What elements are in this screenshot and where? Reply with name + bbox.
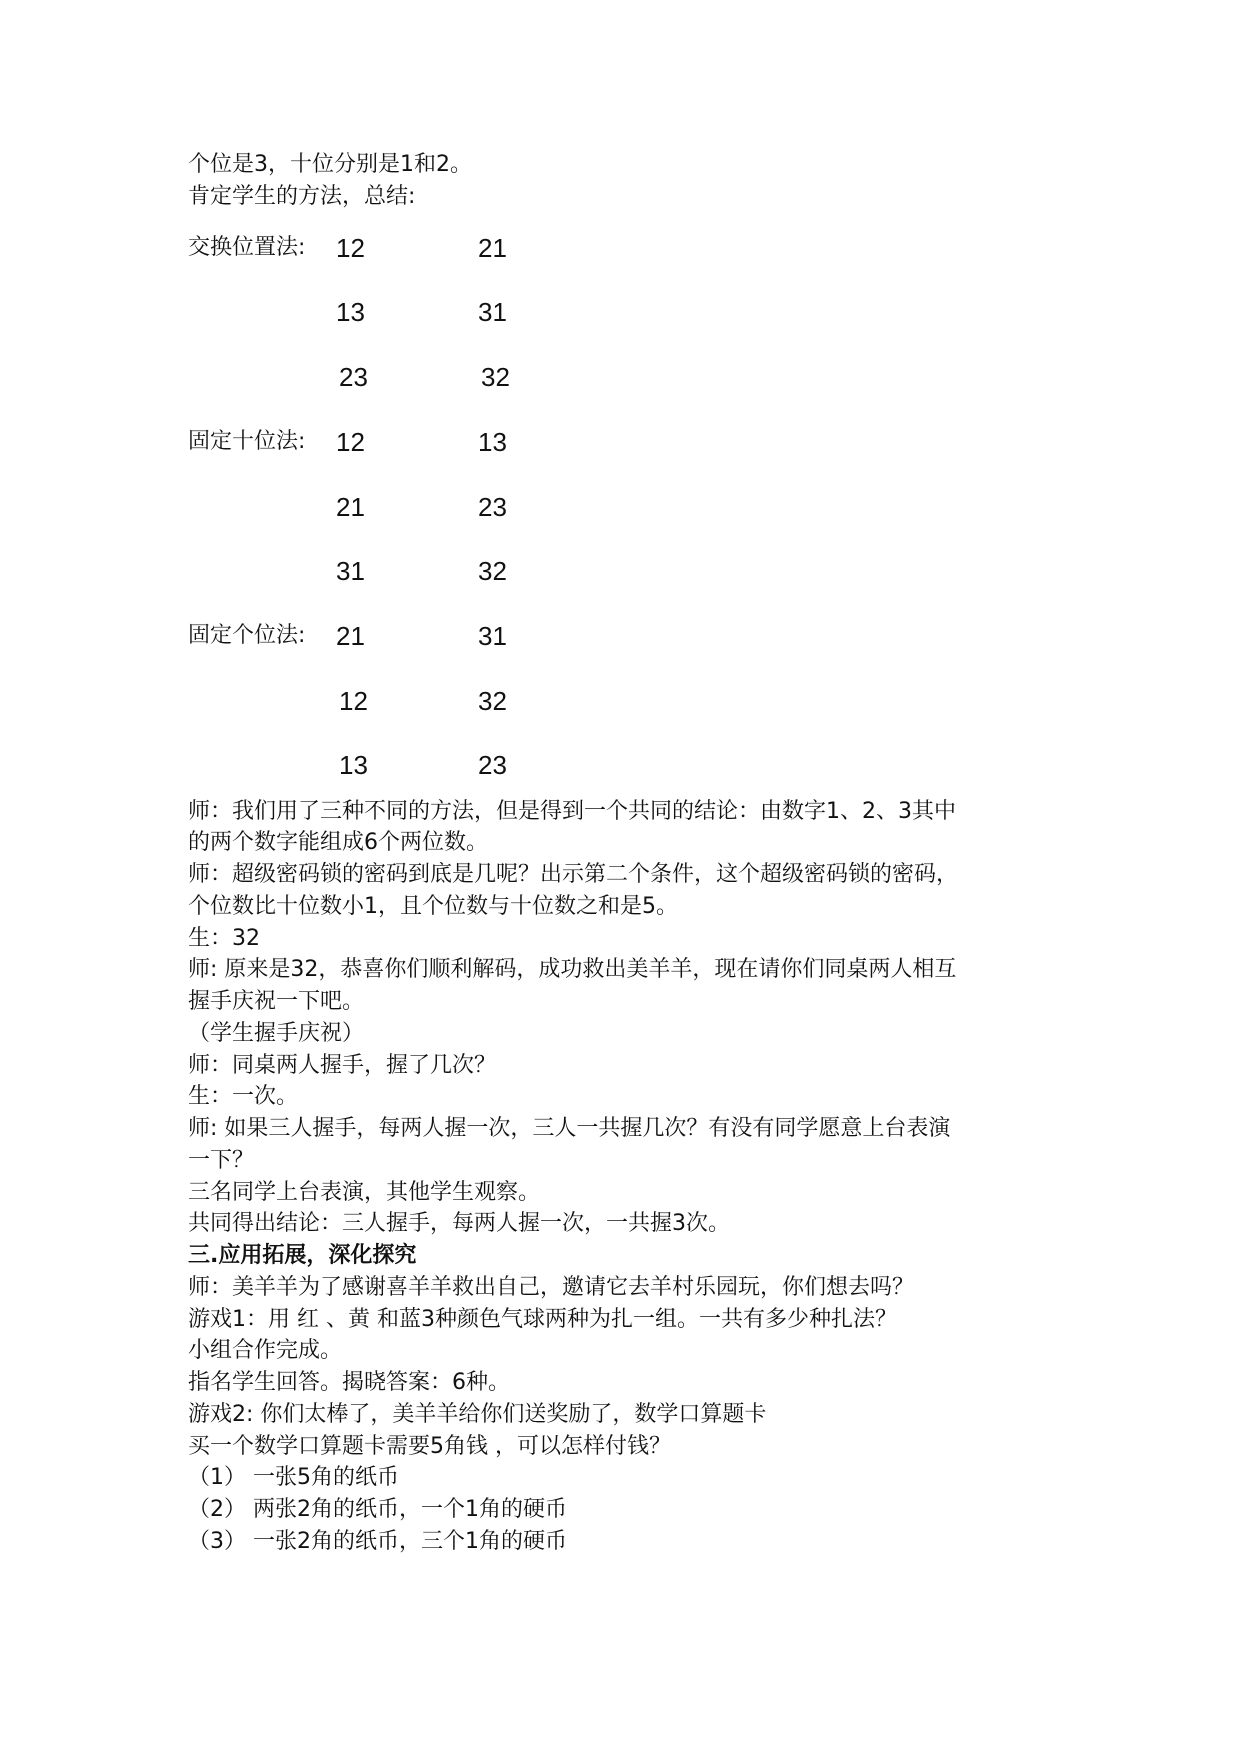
section-line: （2） 两张2角的纸币，一个1角的硬币	[188, 1497, 567, 1522]
body-line: （学生握手庆祝）	[188, 1021, 365, 1046]
section-heading: 三.应用拓展，深化探究	[188, 1243, 417, 1268]
body-line: 师：我们用了三种不同的方法，但是得到一个共同的结论：由数字1、2、3其中	[188, 799, 956, 824]
intro-line-1: 个位是3，十位分别是1和2。	[188, 152, 472, 177]
method-swap-num: 32	[481, 362, 510, 392]
section-line: （3） 一张2角的纸币，三个1角的硬币	[188, 1529, 567, 1554]
body-line: 的两个数字能组成6个两位数。	[188, 830, 488, 855]
method-fixed-tens-label: 固定十位法:	[188, 429, 306, 454]
section-line: 小组合作完成。	[188, 1338, 343, 1363]
method-fixed-tens-num: 31	[336, 556, 365, 586]
method-swap-num: 23	[339, 362, 368, 392]
method-fixed-ones-num: 21	[336, 621, 365, 651]
method-fixed-ones-label: 固定个位法:	[188, 623, 306, 648]
method-fixed-ones-num: 23	[478, 750, 507, 780]
section-line: 买一个数学口算题卡需要5角钱 ，可以怎样付钱？	[188, 1434, 671, 1459]
section-line: 师：美羊羊为了感谢喜羊羊救出自己，邀请它去羊村乐园玩，你们想去吗？	[188, 1275, 915, 1300]
method-fixed-tens-num: 23	[478, 492, 507, 522]
intro-line-2: 肯定学生的方法，总结:	[188, 184, 416, 209]
section-line: 游戏1：用 红 、黄 和蓝3种颜色气球两种为扎一组。一共有多少种扎法？	[188, 1307, 897, 1332]
body-line: 师: 如果三人握手，每两人握一次，三人一共握几次？有没有同学愿意上台表演	[188, 1116, 951, 1141]
method-fixed-tens-num: 13	[478, 427, 507, 457]
body-line: 个位数比十位数小1，且个位数与十位数之和是5。	[188, 894, 678, 919]
section-line: 游戏2: 你们太棒了，美羊羊给你们送奖励了，数学口算题卡	[188, 1402, 767, 1427]
method-swap-num: 31	[478, 297, 507, 327]
method-swap-num: 21	[478, 233, 507, 263]
body-line: 一下？	[188, 1148, 255, 1173]
method-fixed-ones-num: 13	[339, 750, 368, 780]
method-swap-num: 13	[336, 297, 365, 327]
method-fixed-ones-num: 31	[478, 621, 507, 651]
body-line: 师：超级密码锁的密码到底是几呢？出示第二个条件，这个超级密码锁的密码，	[188, 862, 959, 887]
body-line: 共同得出结论：三人握手，每两人握一次，一共握3次。	[188, 1211, 730, 1236]
method-fixed-tens-num: 32	[478, 556, 507, 586]
method-fixed-ones-num: 12	[339, 686, 368, 716]
body-line: 师: 原来是32，恭喜你们顺利解码，成功救出美羊羊，现在请你们同桌两人相互	[188, 957, 957, 982]
body-line: 生：32	[188, 926, 260, 951]
body-line: 师：同桌两人握手，握了几次？	[188, 1053, 497, 1078]
section-line: 指名学生回答。揭晓答案：6种。	[188, 1370, 510, 1395]
method-fixed-tens-num: 21	[336, 492, 365, 522]
method-fixed-ones-num: 32	[478, 686, 507, 716]
method-swap-num: 12	[336, 233, 365, 263]
method-swap-label: 交换位置法:	[188, 235, 306, 260]
method-fixed-tens-num: 12	[336, 427, 365, 457]
body-line: 生：一次。	[188, 1084, 299, 1109]
body-line: 三名同学上台表演，其他学生观察。	[188, 1180, 541, 1205]
body-line: 握手庆祝一下吧。	[188, 989, 365, 1014]
section-line: （1） 一张5角的纸币	[188, 1465, 399, 1490]
